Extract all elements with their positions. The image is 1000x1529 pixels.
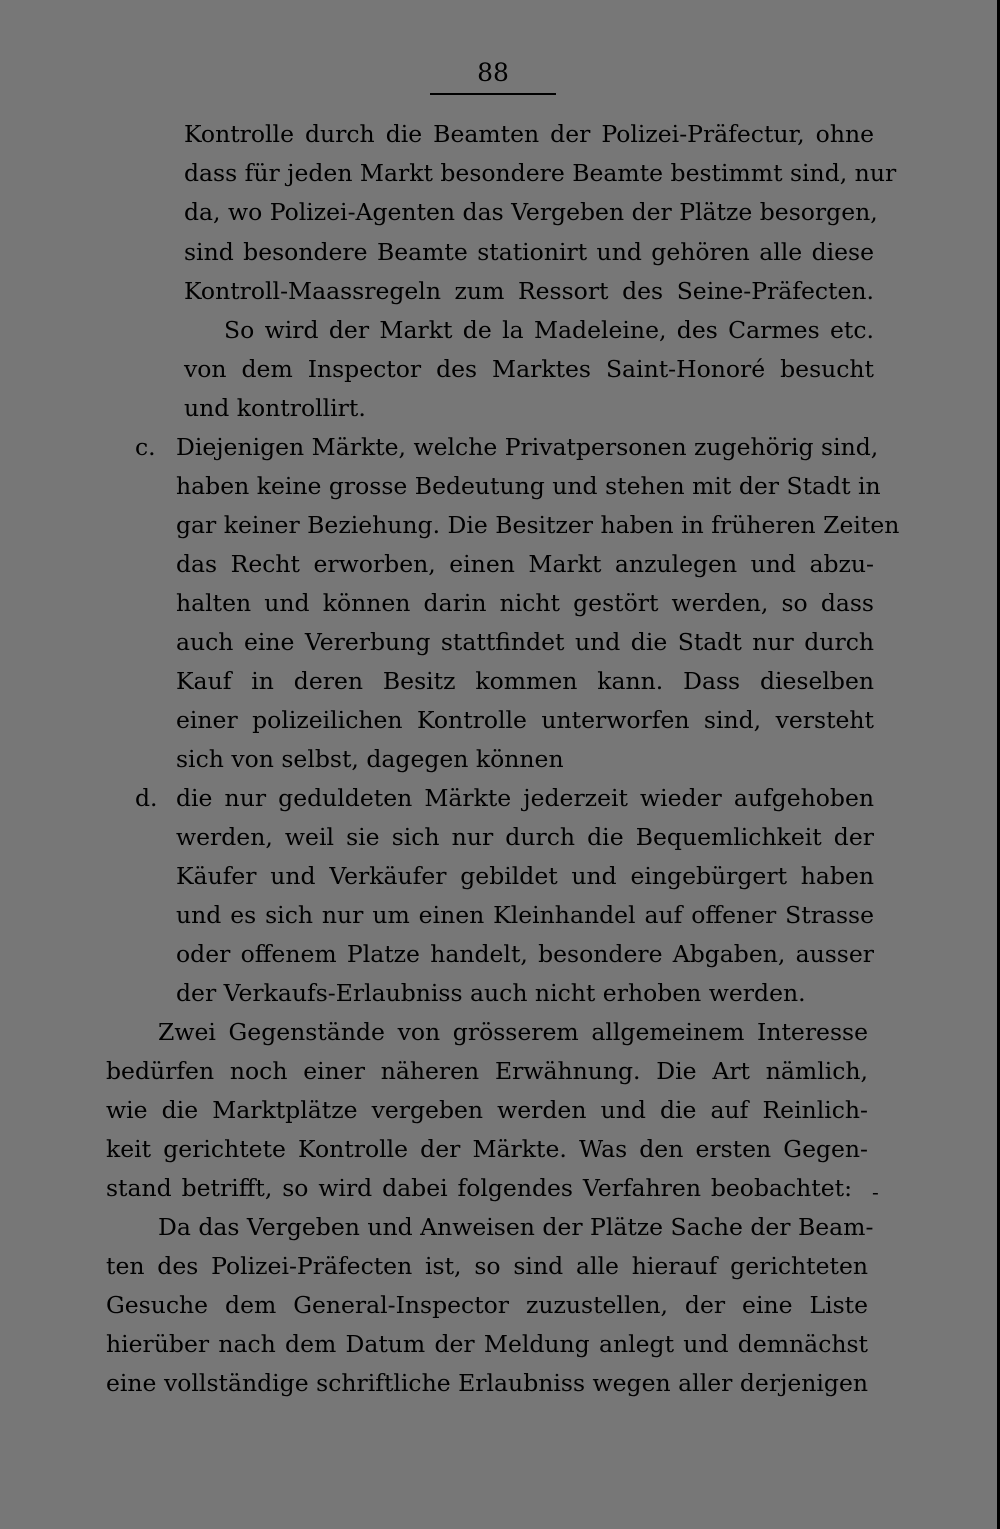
page-number: 88 xyxy=(477,58,509,87)
text-line: Zwei Gegenstände von grösserem allgemeinem Interesse xyxy=(158,1018,868,1046)
text-line: Diejenigen Märkte, welche Privatpersonen zugehörig sind, xyxy=(176,433,879,461)
text-line: die nur geduldeten Märkte jederzeit wieder aufgehoben xyxy=(176,784,874,812)
text-line: von dem Inspector des Marktes Saint-Honoré besucht xyxy=(184,355,874,383)
text-line: das Recht erworben, einen Markt anzulegen und abzu- xyxy=(176,550,874,578)
text-line: haben keine grosse Bedeutung und stehen mit der Stadt in xyxy=(176,472,881,500)
text-line: dass für jeden Markt besondere Beamte bestimmt sind, nur xyxy=(184,159,897,187)
list-marker-d: d. xyxy=(135,784,158,812)
text-line: einer polizeilichen Kontrolle unterworfen sind, versteht xyxy=(176,706,874,734)
list-marker-c: c. xyxy=(135,433,156,461)
text-line: sich von selbst, dagegen können xyxy=(176,745,564,773)
text-line: und es sich nur um einen Kleinhandel auf offener Strasse xyxy=(176,901,874,929)
page-number-rule xyxy=(430,93,556,95)
text-line: Kontroll-Maassregeln zum Ressort des Seine-Präfecten. xyxy=(184,277,874,305)
text-line: bedürfen noch einer näheren Erwähnung. Die Art nämlich, xyxy=(106,1057,868,1085)
text-line: Gesuche dem General-Inspector zuzustellen, der eine Liste xyxy=(106,1291,868,1319)
text-line: auch eine Vererbung stattfindet und die Stadt nur durch xyxy=(176,628,874,656)
text-line: stand betrifft, so wird dabei folgendes Verfahren beobachtet: xyxy=(106,1174,852,1202)
text-line: und kontrollirt. xyxy=(184,394,366,422)
text-line: Da das Vergeben und Anweisen der Plätze Sache der Beam- xyxy=(158,1213,874,1241)
text-line: Kauf in deren Besitz kommen kann. Dass dieselben xyxy=(176,667,874,695)
text-line: hierüber nach dem Datum der Meldung anlegt und demnächst xyxy=(106,1330,868,1358)
text-line: Käufer und Verkäufer gebildet und eingebürgert haben xyxy=(176,862,874,890)
text-line: halten und können darin nicht gestört werden, so dass xyxy=(176,589,874,617)
text-line: werden, weil sie sich nur durch die Bequemlichkeit der xyxy=(176,823,874,851)
text-line: keit gerichtete Kontrolle der Märkte. Was den ersten Gegen- xyxy=(106,1135,868,1163)
text-line: gar keiner Beziehung. Die Besitzer haben in früheren Zeiten xyxy=(176,511,900,539)
margin-mark: - xyxy=(872,1180,879,1204)
text-line: ten des Polizei-Präfecten ist, so sind alle hierauf gerichteten xyxy=(106,1252,868,1280)
text-line: oder offenem Platze handelt, besondere Abgaben, ausser xyxy=(176,940,874,968)
text-line: So wird der Markt de la Madeleine, des Carmes etc. xyxy=(224,316,874,344)
text-line: eine vollständige schriftliche Erlaubniss wegen aller derjenigen xyxy=(106,1369,868,1397)
text-line: da, wo Polizei-Agenten das Vergeben der Plätze besorgen, xyxy=(184,198,878,226)
text-line: Kontrolle durch die Beamten der Polizei-Präfectur, ohne xyxy=(184,120,874,148)
text-line: wie die Marktplätze vergeben werden und die auf Reinlich- xyxy=(106,1096,868,1124)
text-line: der Verkaufs-Erlaubniss auch nicht erhoben werden. xyxy=(176,979,806,1007)
text-line: sind besondere Beamte stationirt und gehören alle diese xyxy=(184,238,874,266)
